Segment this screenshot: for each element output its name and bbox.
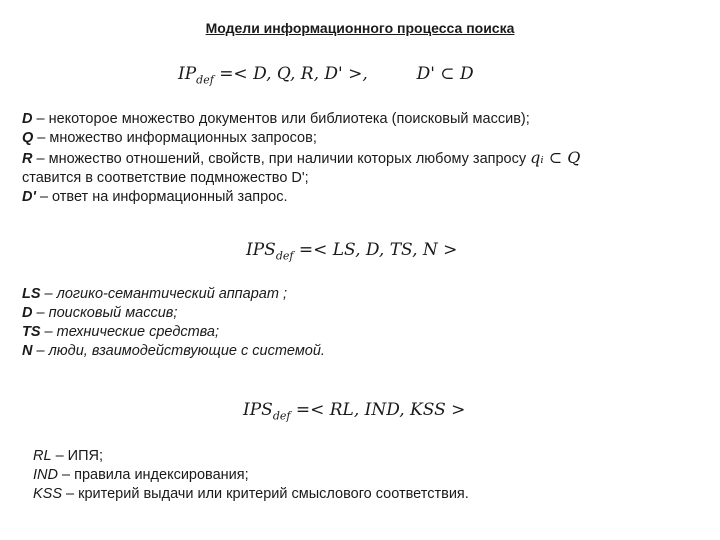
- formula-lhs: IPS: [243, 400, 273, 420]
- formula-subscript: def: [272, 409, 291, 423]
- definitions-block-2: [22, 285, 325, 361]
- definition-line: D – поисковый массив;: [22, 305, 178, 321]
- definition-line: KSS – критерий выдачи или критерий смыслового соответствия.: [33, 486, 469, 502]
- definition-line: LS – логико-семантический аппарат ;: [22, 286, 287, 302]
- formula-ips-def-1: [246, 240, 457, 262]
- definition-line: Q – множество информационных запросов;: [22, 130, 317, 146]
- definitions-block-1: [22, 110, 580, 207]
- definition-line: N – люди, взаимодействующие с системой.: [22, 343, 325, 359]
- formula-lhs: IP: [178, 64, 197, 84]
- formula-rhs: =< D, Q, R, D' >,: [219, 64, 368, 84]
- definition-line: D – некоторое множество документов или библиотека (поисковый массив);: [22, 111, 530, 127]
- formula-ips-def-2: [243, 400, 465, 422]
- definition-line: IND – правила индексирования;: [33, 467, 249, 483]
- formula-subset: D' ⊂ D: [416, 64, 474, 84]
- formula-subscript: def: [196, 73, 214, 87]
- formula-rhs: =< RL, IND, KSS >: [295, 400, 466, 420]
- formula-subscript: def: [275, 249, 294, 263]
- formula-ip-def: [178, 64, 474, 86]
- formula-lhs: IPS: [246, 240, 276, 260]
- definition-line: RL – ИПЯ;: [33, 448, 104, 464]
- definition-line: D' – ответ на информационный запрос.: [22, 189, 288, 205]
- definitions-block-3: [33, 447, 469, 504]
- definition-line: TS – технические средства;: [22, 324, 220, 340]
- definition-line: R – множество отношений, свойств, при наличии которых любому запросу qᵢ ⊂ Q: [22, 148, 581, 167]
- definition-line: ставится в соответствие подмножество D';: [22, 170, 309, 186]
- page-title: Модели информационного процесса поиска: [205, 20, 515, 36]
- formula-rhs: =< LS, D, TS, N >: [298, 240, 458, 260]
